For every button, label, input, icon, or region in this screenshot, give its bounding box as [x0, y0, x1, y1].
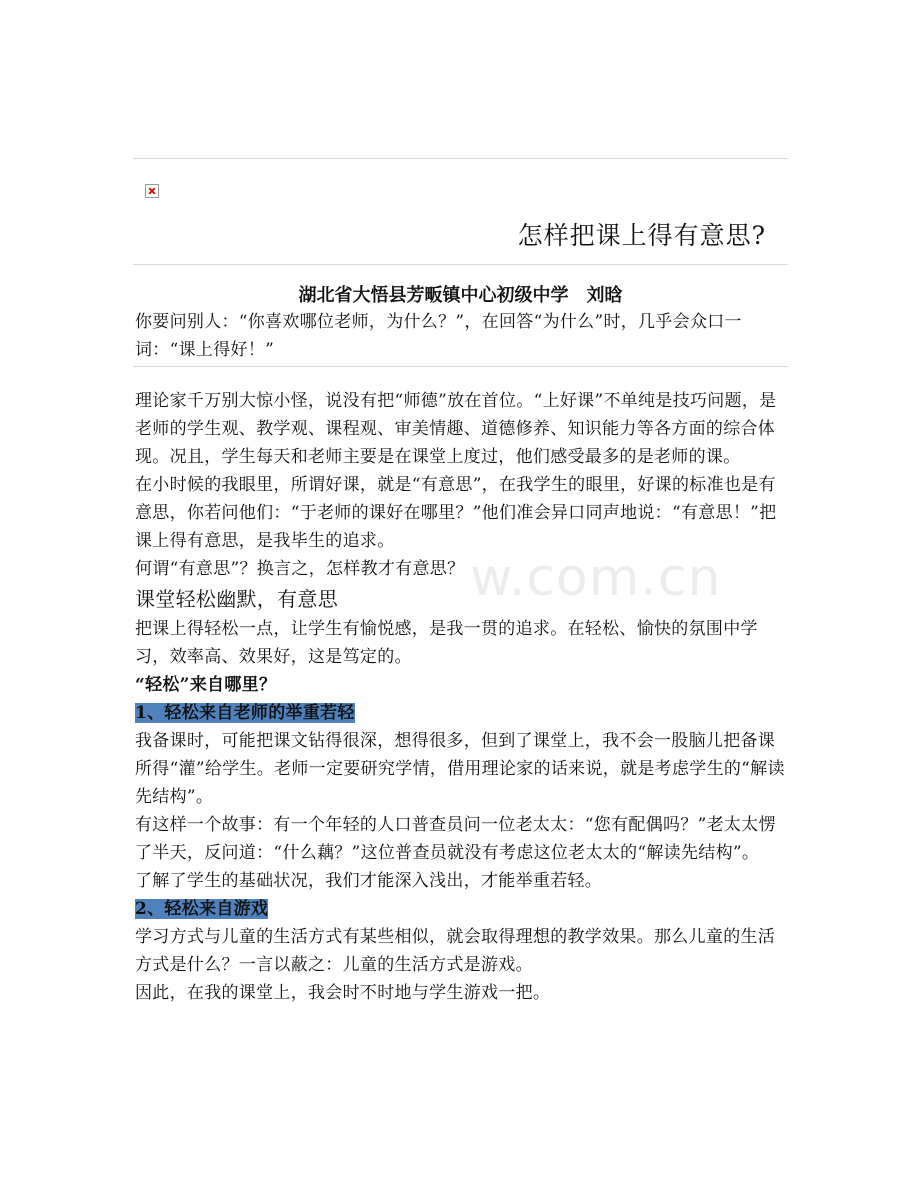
body-paragraph: 何谓“有意思”？换言之，怎样教才有意思？: [135, 559, 465, 579]
top-rule: [133, 158, 788, 159]
body-paragraph: 了解了学生的基础状况，我们才能深入浅出，才能举重若轻。: [135, 871, 603, 891]
document-title: 怎样把课上得有意思?: [517, 221, 766, 250]
body-paragraph: 在小时候的我眼里，所谓好课，就是“有意思”，在我学生的眼里，好课的标准也是有意思，你若问他们：“于老师的课好在哪里？”他们准会异口同声地说：“有意思！”把课上得有意思，是我毕生的追求。: [135, 475, 777, 551]
body-paragraph: 理论家千万别大惊小怪，说没有把“师德”放在首位。“上好课”不单纯是技巧问题，是老师的学生观、教学观、课程观、审美情趣、道德修养、知识能力等各方面的综合体现。况且，学生每天和老师主要是在课堂上度过，他们感受最多的是老师的课。: [135, 391, 777, 467]
body-paragraph: 学习方式与儿童的生活方式有某些相似，就会取得理想的教学效果。那么儿童的生活方式是什么？一言以蔽之：儿童的生活方式是游戏。: [135, 927, 776, 975]
broken-image-icon: [145, 184, 159, 198]
title-rule: [133, 264, 788, 265]
body-paragraph: 把课上得轻松一点，让学生有愉悦感，是我一贯的追求。在轻松、愉快的氛围中学习，效率高、效果好，这是笃定的。: [135, 619, 758, 667]
subheading: “轻松”来自哪里？: [135, 675, 277, 695]
point-1-heading: 1、轻松来自老师的举重若轻: [135, 703, 355, 723]
section-heading: 课堂轻松幽默，有意思: [135, 587, 338, 611]
author-line: 湖北省大悟县芳畈镇中心初级中学 刘晗: [298, 285, 623, 306]
body-paragraph: 有这样一个故事：有一个年轻的人口普查员问一位老太太：“您有配偶吗？”老太太愣了半天，反问道：“什么藕？”这位普查员就没有考虑这位老太太的“解读先结构”。: [135, 815, 776, 863]
watermark: w.com.cn: [470, 548, 722, 608]
point-2-heading: 2、轻松来自游戏: [135, 899, 269, 919]
intro-rule: [133, 366, 788, 367]
body-paragraph: 因此，在我的课堂上，我会时不时地与学生游戏一把。: [135, 983, 551, 1003]
article-body: [135, 387, 790, 1007]
body-paragraph: 我备课时，可能把课文钻得很深，想得很多，但到了课堂上，我不会一股脑儿把备课所得“灌”给学生。老师一定要研究学情，借用理论家的话来说，就是考虑学生的“解读先结构”。: [135, 731, 785, 807]
intro-paragraph: 你要问别人：“你喜欢哪位老师，为什么？”，在回答“为什么”时，几乎会众口一词：“课上得好！”: [135, 312, 742, 360]
